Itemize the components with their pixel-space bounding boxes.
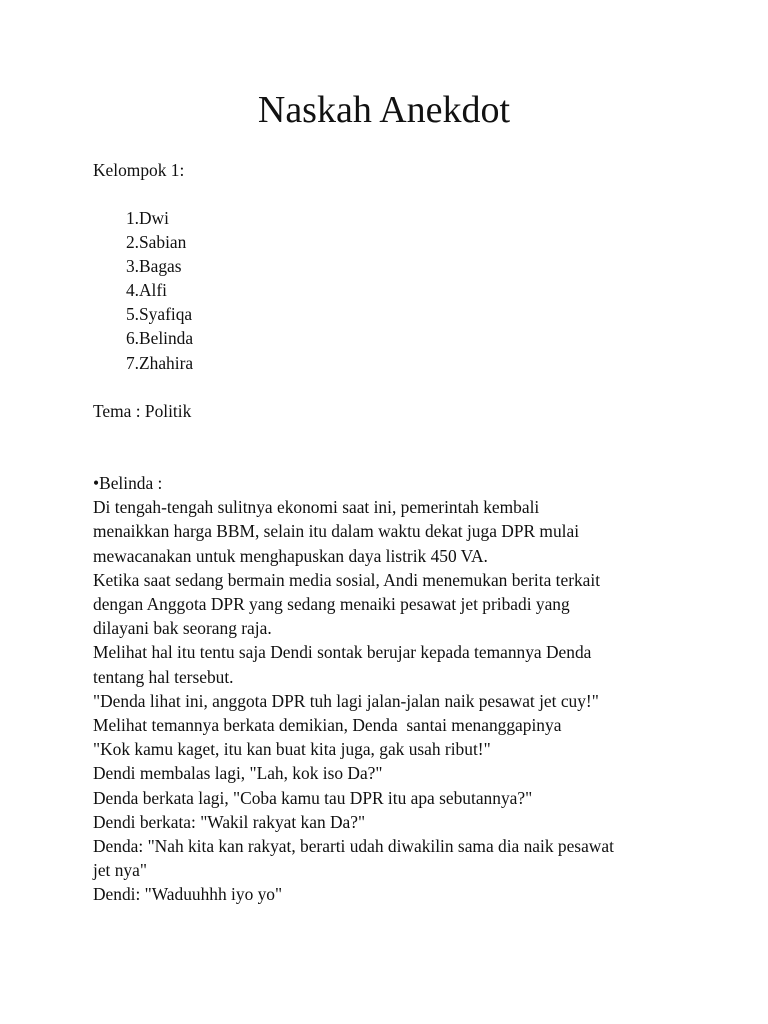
text-line: "Kok kamu kaget, itu kan buat kita juga, gak usah ribut!" xyxy=(93,739,491,760)
text-line: Denda berkata lagi, "Coba kamu tau DPR itu apa sebutannya?" xyxy=(93,787,533,808)
text-line: dengan Anggota DPR yang sedang menaiki pesawat jet pribadi yang xyxy=(93,594,570,615)
text-line: tentang hal tersebut. xyxy=(93,666,234,687)
member-name: Dwi xyxy=(139,208,169,228)
list-number: 7. xyxy=(125,352,139,373)
list-item xyxy=(93,302,193,326)
list-item xyxy=(93,326,193,350)
list-item xyxy=(93,206,193,230)
text-line: Melihat temannya berkata demikian, Denda santai menanggapinya xyxy=(93,715,562,736)
text-line: Dendi: "Waduuhhh iyo yo" xyxy=(93,884,283,905)
list-number: 3. xyxy=(125,256,139,277)
member-name: Syafiqa xyxy=(139,304,193,325)
list-item xyxy=(93,254,193,278)
text-line: •Belinda : xyxy=(93,473,163,493)
list-number: 5. xyxy=(125,304,139,325)
text-line: jet nya" xyxy=(93,860,147,881)
member-name: Bagas xyxy=(139,256,182,277)
member-name: Alfi xyxy=(139,280,168,301)
member-name: Belinda xyxy=(139,328,194,349)
text-line: "Denda lihat ini, anggota DPR tuh lagi jalan-jalan naik pesawat jet cuy!" xyxy=(93,690,599,711)
text-line: Denda: "Nah kita kan rakyat, berarti udah diwakilin sama dia naik pesawat xyxy=(93,836,614,857)
theme-label: Tema : Politik xyxy=(93,401,192,421)
list-number: 1. xyxy=(125,208,139,228)
member-name: Sabian xyxy=(139,232,187,253)
list-number: 2. xyxy=(125,232,139,253)
text-line: Di tengah-tengah sulitnya ekonomi saat ini, pemerintah kembali xyxy=(93,497,540,518)
text-line: Dendi membalas lagi, "Lah, kok iso Da?" xyxy=(93,763,383,784)
text-line: dilayani bak seorang raja. xyxy=(93,618,272,639)
text-line: Melihat hal itu tentu saja Dendi sontak berujar kepada temannya Denda xyxy=(93,642,592,663)
text-line: mewacanakan untuk menghapuskan daya listrik 450 VA. xyxy=(93,545,488,566)
member-name: Zhahira xyxy=(139,352,194,373)
group-label: Kelompok 1: xyxy=(93,160,185,180)
text-line: Ketika saat sedang bermain media sosial, Andi menemukan berita terkait xyxy=(93,569,601,590)
member-list xyxy=(93,206,193,375)
anecdote-text xyxy=(93,471,693,907)
document-title: Naskah Anekdot xyxy=(257,89,511,131)
list-number: 4. xyxy=(125,280,139,301)
list-item xyxy=(93,278,193,302)
list-item xyxy=(93,351,193,375)
list-number: 6. xyxy=(125,328,139,349)
text-line: menaikkan harga BBM, selain itu dalam waktu dekat juga DPR mulai xyxy=(93,521,580,542)
text-line: Dendi berkata: "Wakil rakyat kan Da?" xyxy=(93,811,366,832)
list-item xyxy=(93,230,193,254)
